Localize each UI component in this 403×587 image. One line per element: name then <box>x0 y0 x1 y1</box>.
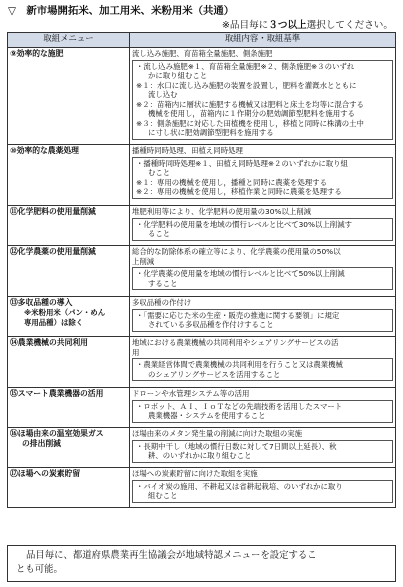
criteria-line: ※１：水口に流し込み施肥の装置を設置し，肥料を灌漑水とともに <box>136 80 357 90</box>
criteria-line: ・播種時同時処理※１、田植え同時処理※２のいずれかに取り組 <box>136 158 348 168</box>
footer-note <box>7 545 396 582</box>
table-row <box>8 428 396 468</box>
menu-label: ⑨効率的な施肥 <box>10 49 64 58</box>
criteria-box <box>132 60 393 140</box>
criteria-line: ・長期中干し（地域の慣行日数に対して7日間以上延長）、秋 <box>136 441 337 451</box>
menu-cell <box>8 468 130 508</box>
criteria-line: ※２：苗箱内に層状に施肥する機械又は肥料と床土を均等に混合する <box>136 99 364 109</box>
menu-cell <box>8 337 130 388</box>
content-main: 播種時同時処理、田植え同時処理 <box>132 146 243 155</box>
criteria-line: ・ロボット、ＡＩ、ＩｏＴなどの先端技術を活用したスマート <box>136 401 343 411</box>
table-row <box>8 246 396 297</box>
content-main: 総合的な防除体系の確立等により、化学農薬の使用量の50%以 <box>132 247 341 256</box>
content-main-cont: 上削減 <box>132 256 155 266</box>
criteria-line: ・化学肥料の使用量を地域の慣行レベルと比べて30%以上削減す <box>136 219 352 229</box>
header-content: 取組内容・取組基準 <box>130 33 396 48</box>
criteria-line: 機械を使用し，苗箱内に１作期分の肥効調節型肥料を施用する <box>148 109 355 118</box>
content-cell <box>130 145 396 206</box>
content-main: 地域における農業機械の共同利用やシェアリングサービスの活 <box>132 338 339 347</box>
criteria-line: ること <box>148 229 171 238</box>
criteria-line: 農業機器・システムを使用すること <box>148 411 266 420</box>
footer-line-2: とも可能。 <box>16 564 63 575</box>
criteria-box <box>132 400 393 423</box>
content-main: ほ場由来のメタン発生量の削減に向けた取組の実施 <box>132 429 302 438</box>
menu-label: ⑫化学農薬の使用量削減 <box>10 247 96 256</box>
criteria-box <box>132 267 393 290</box>
criteria-box <box>132 309 393 332</box>
table-row <box>8 468 396 508</box>
menu-cell <box>8 206 130 246</box>
menu-cell <box>8 246 130 297</box>
menu-cell <box>8 145 130 206</box>
criteria-box <box>132 358 393 381</box>
content-main: ほ場への炭素貯留に向けた取組を実施 <box>132 469 258 478</box>
header-menu: 取組メニュー <box>8 33 130 48</box>
criteria-box <box>132 218 393 241</box>
criteria-box <box>132 440 393 463</box>
footer-line-1: 品目毎に、都道府県農業再生協議会が地域特認メニューを設定するこ <box>26 550 317 561</box>
content-main: ドローンや水管理システム等の活用 <box>132 389 250 398</box>
criteria-line: ・化学農薬の使用量を地域の慣行レベルと比べて50%以上削減 <box>136 269 345 278</box>
menu-label: ⑭農業機械の共同利用 <box>10 338 88 347</box>
criteria-line: のシェアリングサービスを活用すること <box>148 369 281 379</box>
menu-cell <box>8 388 130 428</box>
content-cell <box>130 428 396 468</box>
note-prefix: ※品目毎に <box>221 20 269 31</box>
menu-label: ⑮スマート農業機器の活用 <box>10 389 104 398</box>
menu-cell <box>8 48 130 145</box>
menu-table <box>7 32 396 508</box>
section-heading: ▽ 新市場開拓米、加工用米、米粉用米（共通） <box>8 5 235 17</box>
criteria-line: むこと <box>148 168 171 177</box>
criteria-line: ※２：専用の機械を使用し，移植作業と同時に農薬を処理する <box>136 187 342 196</box>
menu-sub-note: 専用品種）は除く <box>24 317 84 327</box>
table-row <box>8 145 396 206</box>
content-cell <box>130 48 396 145</box>
content-cell <box>130 388 396 428</box>
table-header-row <box>8 33 396 48</box>
criteria-box <box>132 480 393 503</box>
note-emphasis: ３つ以上 <box>268 20 307 31</box>
content-main: 流し込み施肥、育苗箱全量施肥、側条施肥 <box>132 49 273 58</box>
criteria-line: ※１：専用の機械を使用し，播種と同時に農薬を処理する <box>136 177 327 187</box>
menu-label: ⑬多収品種の導入 <box>10 298 73 307</box>
content-main-cont: 用 <box>132 347 140 357</box>
table-row <box>8 48 396 145</box>
criteria-line: 耕、のいずれかに取り組むこと <box>148 451 252 460</box>
table-row <box>8 297 396 337</box>
content-cell <box>130 468 396 508</box>
menu-label: ⑯ほ場由来の温室効果ガス <box>10 429 104 438</box>
selection-note <box>222 17 393 31</box>
criteria-line: ※３：側条施肥に対応した田植機を使用し，移植と同時に株溝の土中 <box>136 118 364 128</box>
content-cell <box>130 297 396 337</box>
menu-label: ⑰ほ場への炭素貯留 <box>10 469 81 478</box>
criteria-line: ・「需要に応じた米の生産・販売の推進に関する要領」に規定 <box>136 310 340 320</box>
content-cell <box>130 206 396 246</box>
content-main: 堆肥利用等により、化学肥料の使用量の30%以上削減 <box>132 207 312 216</box>
criteria-line: かに取り組むこと <box>148 71 208 80</box>
criteria-line: に寸し状に肥効調節型肥料を施用する <box>148 128 274 137</box>
criteria-box <box>132 157 393 199</box>
menu-label: ⑩効率的な農薬処理 <box>10 146 79 155</box>
table-row <box>8 388 396 428</box>
criteria-line: 組むこと <box>148 491 178 500</box>
criteria-line: ・農業経営体間で農業機械の共同利用を行うこと又は農業機械 <box>136 360 343 369</box>
menu-cell <box>8 428 130 468</box>
menu-sub-note: ※米粉用米（パン・めん <box>24 307 106 317</box>
criteria-line: ・流し込み施肥※１、育苗箱全量施肥※２、側条施肥※３のいずれ <box>136 61 355 71</box>
menu-label: ⑪化学肥料の使用量削減 <box>10 207 96 216</box>
note-suffix: 選択してください。 <box>306 20 393 31</box>
criteria-line: すること <box>148 278 178 288</box>
menu-cell <box>8 297 130 337</box>
criteria-line: 流し込む <box>148 90 178 99</box>
criteria-line: されている多収品種を作付けすること <box>148 320 274 329</box>
table-row <box>8 206 396 246</box>
content-cell <box>130 246 396 297</box>
content-cell <box>130 337 396 388</box>
content-main: 多収品種の作付け <box>132 298 192 307</box>
table-row <box>8 337 396 388</box>
menu-label-cont: の排出削減 <box>22 438 61 448</box>
criteria-line: ・バイオ炭の施用、不耕起又は省耕起栽培、のいずれかに取り <box>136 481 343 491</box>
